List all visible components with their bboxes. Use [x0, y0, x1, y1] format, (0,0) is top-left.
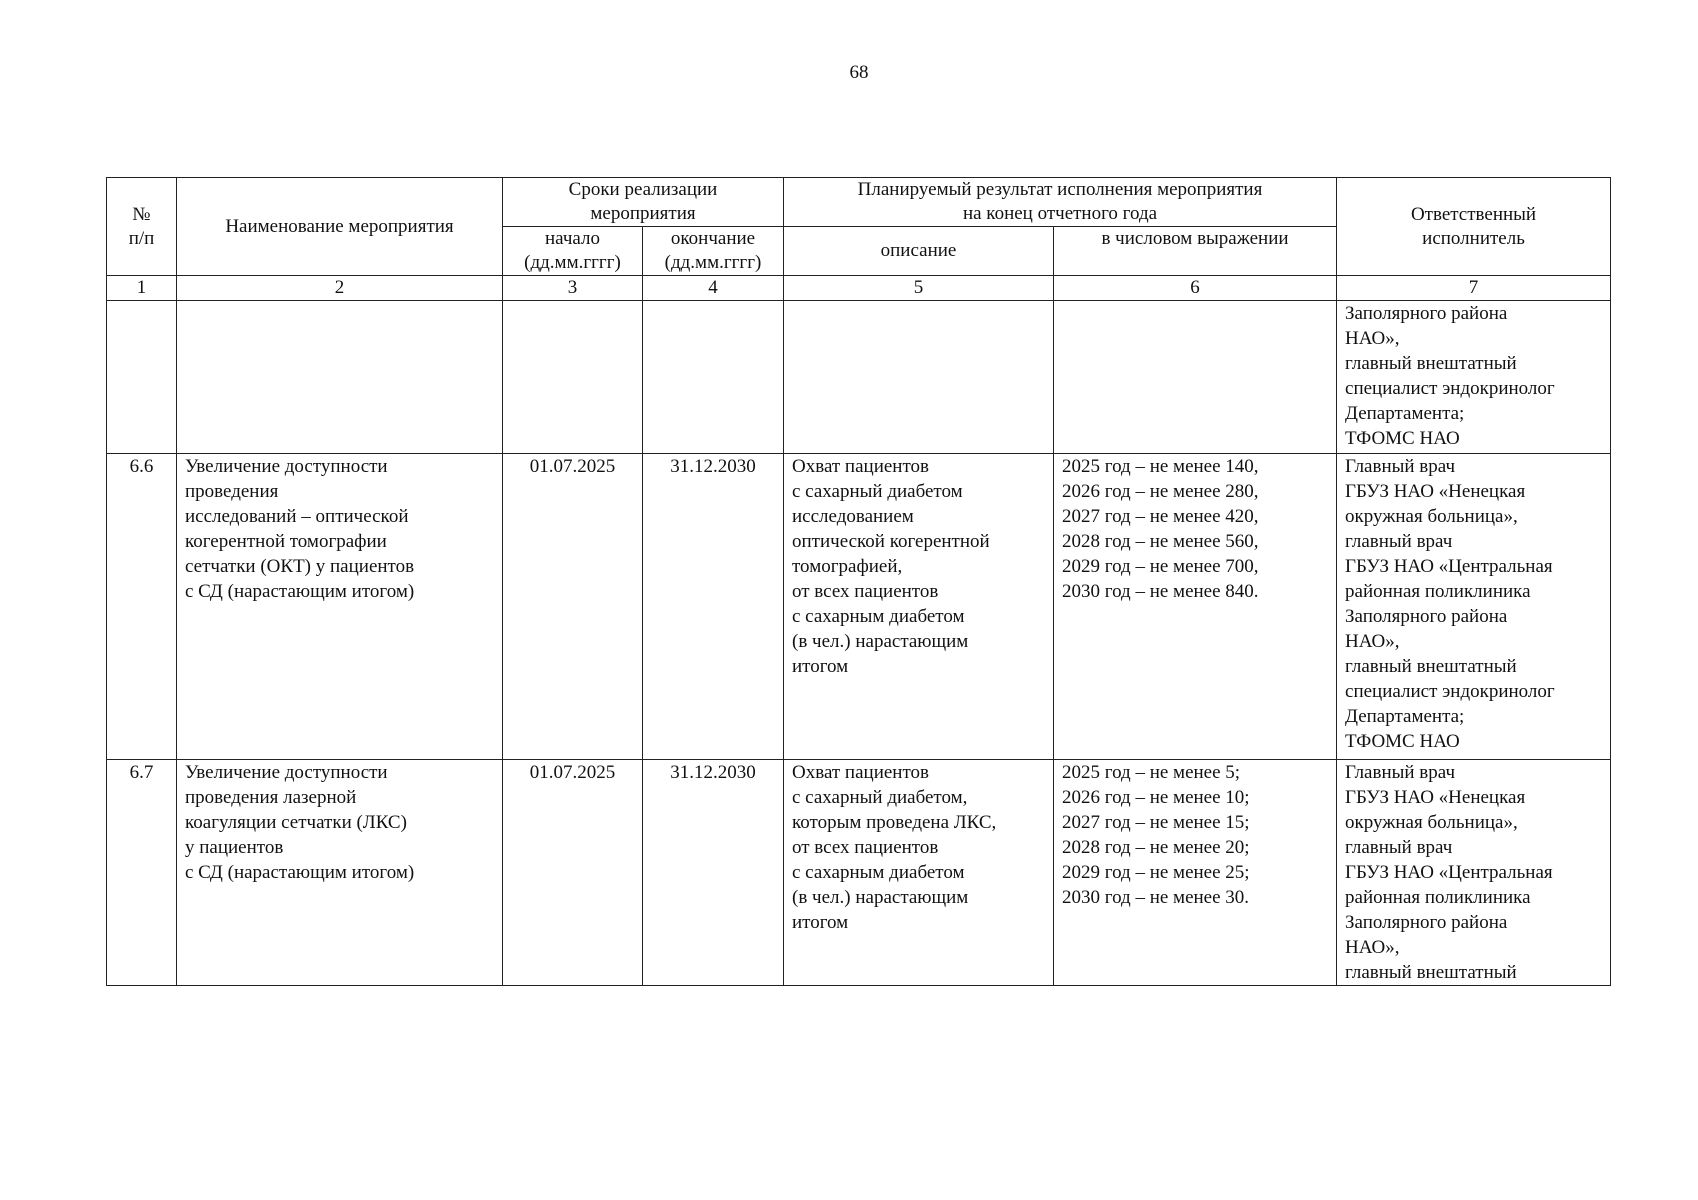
empty-cell [643, 301, 784, 454]
header-end-date: окончание (дд.мм.гггг) [643, 227, 784, 276]
header-planned-result: Планируемый результат исполнения мероприятия на конец отчетного года [784, 178, 1337, 227]
header-start-date: начало (дд.мм.гггг) [503, 227, 643, 276]
column-number: 5 [784, 276, 1054, 301]
table-row [107, 454, 1611, 760]
header-numeric: в числовом выражении [1054, 227, 1337, 276]
column-number-row [107, 276, 1611, 301]
start-date: 01.07.2025 [503, 760, 643, 986]
column-number: 3 [503, 276, 643, 301]
activity-name: Увеличение доступности проведения исследований – оптической когерентной томографии сетчатки (ОКТ) у пациентов с СД (нарастающим итогом) [177, 454, 503, 760]
header-number: № п/п [107, 178, 177, 276]
end-date: 31.12.2030 [643, 454, 784, 760]
page-number: 68 [849, 62, 869, 83]
empty-cell [107, 301, 177, 454]
start-date: 01.07.2025 [503, 454, 643, 760]
result-description: Охват пациентов с сахарный диабетом, которым проведена ЛКС, от всех пациентов с сахарным диабетом (в чел.) нарастающим итогом [784, 760, 1054, 986]
column-number: 4 [643, 276, 784, 301]
column-number: 7 [1337, 276, 1611, 301]
header-activity-name: Наименование мероприятия [177, 178, 503, 276]
activity-name: Увеличение доступности проведения лазерной коагуляции сетчатки (ЛКС) у пациентов с СД (нарастающим итогом) [177, 760, 503, 986]
header-responsible: Ответственный исполнитель [1337, 178, 1611, 276]
column-number: 1 [107, 276, 177, 301]
responsible-cell: Главный врач ГБУЗ НАО «Ненецкая окружная больница», главный врач ГБУЗ НАО «Центральная районная поликлиника Заполярного района НАО», главный внештатный специалист эндокринолог Департамента; ТФОМС НАО [1337, 454, 1611, 760]
result-description: Охват пациентов с сахарный диабетом исследованием оптической когерентной томографией, от всех пациентов с сахарным диабетом (в чел.) нарастающим итогом [784, 454, 1054, 760]
activities-table [106, 177, 1611, 986]
empty-cell [1054, 301, 1337, 454]
row-number: 6.7 [107, 760, 177, 986]
header-row-top [107, 178, 1611, 227]
empty-cell [503, 301, 643, 454]
responsible-cell: Главный врач ГБУЗ НАО «Ненецкая окружная больница», главный врач ГБУЗ НАО «Центральная районная поликлиника Заполярного района НАО», главный внештатный [1337, 760, 1611, 986]
table-row-continuation [107, 301, 1611, 454]
header-terms: Сроки реализации мероприятия [503, 178, 784, 227]
header-description: описание [784, 227, 1054, 276]
empty-cell [177, 301, 503, 454]
result-numeric: 2025 год – не менее 5; 2026 год – не менее 10; 2027 год – не менее 15; 2028 год – не менее 20; 2029 год – не менее 25; 2030 год – не менее 30. [1054, 760, 1337, 986]
table-row [107, 760, 1611, 986]
column-number: 2 [177, 276, 503, 301]
result-numeric: 2025 год – не менее 140, 2026 год – не менее 280, 2027 год – не менее 420, 2028 год – не менее 560, 2029 год – не менее 700, 2030 год – не менее 840. [1054, 454, 1337, 760]
responsible-cell: Заполярного района НАО», главный внештатный специалист эндокринолог Департамента; ТФОМС НАО [1337, 301, 1611, 454]
column-number: 6 [1054, 276, 1337, 301]
empty-cell [784, 301, 1054, 454]
end-date: 31.12.2030 [643, 760, 784, 986]
row-number: 6.6 [107, 454, 177, 760]
